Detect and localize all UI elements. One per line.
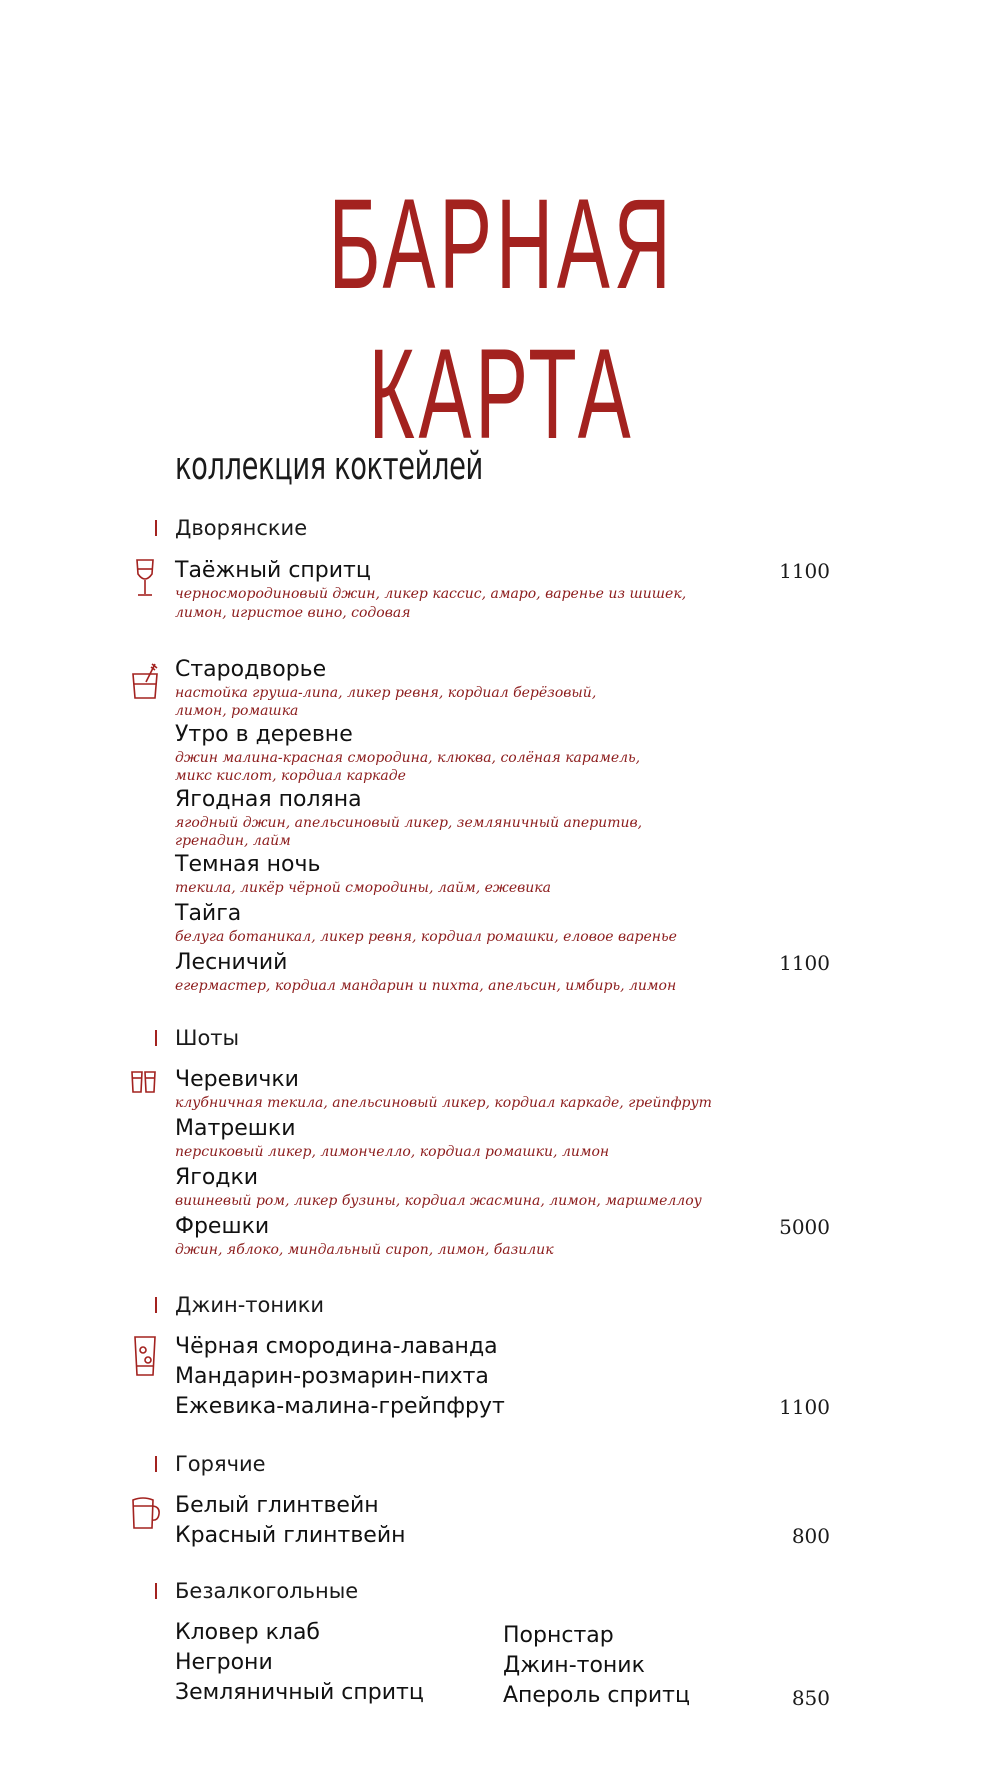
menu-item-description: персиковый ликер, лимончелло, кордиал ромашки, лимон xyxy=(175,1144,610,1160)
rocks-glass-icon xyxy=(130,660,160,704)
menu-item-description: егермастер, кордиал мандарин и пихта, апельсин, имбирь, лимон xyxy=(175,978,677,994)
menu-item-description: черносмородиновый джин, ликер кассис, амаро, варенье из шишек, xyxy=(175,586,687,602)
menu-item-name: Утро в деревне xyxy=(175,722,353,747)
menu-item-name: Порнстар xyxy=(503,1623,614,1648)
section-marker xyxy=(155,520,157,536)
menu-item-name: Белый глинтвейн xyxy=(175,1493,379,1518)
section-marker xyxy=(155,1456,157,1472)
menu-item-name: Джин-тоник xyxy=(503,1653,645,1678)
menu-item-name: Негрони xyxy=(175,1650,273,1675)
menu-item-name: Фрешки xyxy=(175,1214,270,1239)
menu-item-name: Лесничий xyxy=(175,950,288,975)
highball-glass-icon xyxy=(130,1334,160,1378)
menu-item-name: Таёжный спритц xyxy=(175,558,371,583)
section-marker xyxy=(155,1583,157,1599)
menu-item-description: микс кислот, кордиал каркаде xyxy=(175,768,406,784)
menu-item-name: Чёрная смородина-лаванда xyxy=(175,1334,498,1359)
menu-item-name: Темная ночь xyxy=(175,852,321,877)
menu-item-name: Ягодки xyxy=(175,1165,259,1190)
menu-item-description: джин, яблоко, миндальный сироп, лимон, базилик xyxy=(175,1242,554,1258)
menu-item-description: джин малина-красная смородина, клюква, солёная карамель, xyxy=(175,750,641,766)
menu-item-name: Ежевика-малина-грейпфрут xyxy=(175,1394,505,1419)
section-marker xyxy=(155,1030,157,1046)
menu-item-description: вишневый ром, ликер бузины, кордиал жасмина, лимон, маршмеллоу xyxy=(175,1193,702,1209)
menu-item-name: Тайга xyxy=(175,901,242,926)
menu-item-name: Мандарин-розмарин-пихта xyxy=(175,1364,489,1389)
shot-glasses-icon xyxy=(130,1068,160,1112)
item-price: 1100 xyxy=(779,951,830,975)
menu-item-description: гренадин, лайм xyxy=(175,833,291,849)
menu-item-name: Красный глинтвейн xyxy=(175,1523,406,1548)
menu-item-name: Ягодная поляна xyxy=(175,787,362,812)
menu-item-name: Черевички xyxy=(175,1067,299,1092)
menu-item-name: Апероль спритц xyxy=(503,1683,690,1708)
menu-subtitle: коллекция коктейлей xyxy=(175,444,483,488)
wine-glass-icon xyxy=(130,558,160,602)
item-price: 850 xyxy=(791,1686,830,1710)
menu-item-name: Стародворье xyxy=(175,657,327,682)
menu-item-description: текила, ликёр чёрной смородины, лайм, ежевика xyxy=(175,880,551,896)
item-price: 1100 xyxy=(779,1395,830,1419)
section-title-gin-tonics: Джин-тоники xyxy=(175,1293,325,1317)
menu-item-description: ягодный джин, апельсиновый ликер, земляничный аперитив, xyxy=(175,815,643,831)
menu-item-name: Земляничный спритц xyxy=(175,1680,424,1705)
menu-item-description: клубничная текила, апельсиновый ликер, кордиал каркаде, грейпфрут xyxy=(175,1095,712,1111)
menu-item-description: белуга ботаникал, ликер ревня, кордиал ромашки, еловое варенье xyxy=(175,929,677,945)
section-title-shots: Шоты xyxy=(175,1026,240,1050)
menu-item-description: лимон, игристое вино, содовая xyxy=(175,605,411,621)
section-title-noble: Дворянские xyxy=(175,516,308,540)
menu-item-name: Кловер клаб xyxy=(175,1620,320,1645)
item-price: 5000 xyxy=(779,1215,830,1239)
section-marker xyxy=(155,1297,157,1313)
section-title-hot: Горячие xyxy=(175,1452,266,1476)
page-title: БАРНАЯ КАРТА xyxy=(328,173,675,466)
menu-item-name: Матрешки xyxy=(175,1116,296,1141)
mug-icon xyxy=(130,1494,160,1538)
item-price: 800 xyxy=(791,1524,830,1548)
menu-item-description: настойка груша-липа, ликер ревня, кордиал берёзовый, xyxy=(175,685,597,701)
menu-item-description: лимон, ромашка xyxy=(175,703,299,719)
item-price: 1100 xyxy=(779,559,830,583)
section-title-non-alcoholic: Безалкогольные xyxy=(175,1579,359,1603)
